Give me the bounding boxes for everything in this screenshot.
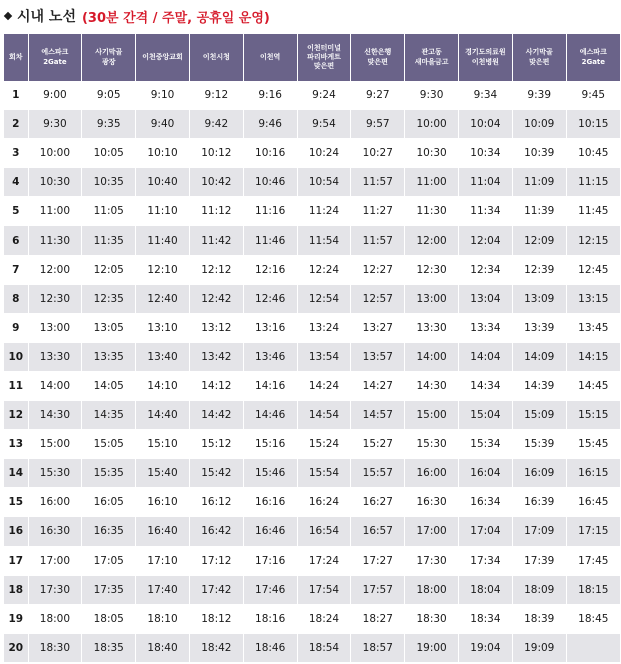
time-cell: 12:00 [405,226,459,255]
time-cell: 16:00 [405,459,459,488]
time-cell: 12:09 [512,226,566,255]
time-cell: 15:15 [566,401,620,430]
trip-number-cell: 9 [4,313,28,342]
table-row [4,226,620,255]
time-cell: 13:42 [189,342,243,371]
time-cell: 16:27 [351,488,405,517]
time-cell: 10:30 [405,139,459,168]
time-cell: 12:12 [189,255,243,284]
time-cell: 17:57 [351,575,405,604]
time-cell: 16:05 [82,488,136,517]
time-cell: 11:16 [243,197,297,226]
time-cell: 18:34 [459,604,513,633]
time-cell: 13:16 [243,313,297,342]
time-cell: 18:12 [189,604,243,633]
table-row [4,197,620,226]
time-cell: 16:39 [512,488,566,517]
time-cell: 19:00 [405,633,459,662]
time-cell: 9:12 [189,81,243,110]
time-cell: 14:04 [459,342,513,371]
header-stop: 경기도의료원 이천병원 [459,34,513,81]
time-cell: 14:54 [297,401,351,430]
time-cell: 14:57 [351,401,405,430]
time-cell: 13:35 [82,342,136,371]
time-cell: 17:10 [136,546,190,575]
time-cell: 18:00 [405,575,459,604]
time-cell: 14:30 [405,371,459,400]
time-cell: 14:42 [189,401,243,430]
time-cell: 17:12 [189,546,243,575]
time-cell: 11:57 [351,226,405,255]
time-cell: 9:10 [136,81,190,110]
time-cell: 10:16 [243,139,297,168]
time-cell: 16:10 [136,488,190,517]
time-cell: 14:30 [28,401,82,430]
time-cell: 12:57 [351,284,405,313]
time-cell: 11:42 [189,226,243,255]
time-cell: 17:16 [243,546,297,575]
time-cell: 18:16 [243,604,297,633]
time-cell: 15:24 [297,430,351,459]
time-cell: 18:15 [566,575,620,604]
time-cell: 9:39 [512,81,566,110]
time-cell: 10:24 [297,139,351,168]
time-cell: 18:40 [136,633,190,662]
trip-number-cell: 7 [4,255,28,284]
time-cell: 18:10 [136,604,190,633]
time-cell: 11:24 [297,197,351,226]
table-row [4,401,620,430]
timetable [4,34,620,663]
trip-number-cell: 2 [4,110,28,139]
time-cell: 15:42 [189,459,243,488]
time-cell: 11:39 [512,197,566,226]
time-cell: 9:00 [28,81,82,110]
time-cell: 12:04 [459,226,513,255]
time-cell: 14:34 [459,371,513,400]
time-cell: 18:04 [459,575,513,604]
time-cell: 13:46 [243,342,297,371]
time-cell: 9:05 [82,81,136,110]
time-cell: 16:24 [297,488,351,517]
time-cell: 14:12 [189,371,243,400]
table-row [4,488,620,517]
time-cell: 12:40 [136,284,190,313]
time-cell: 10:35 [82,168,136,197]
trip-number-cell: 12 [4,401,28,430]
time-cell: 15:46 [243,459,297,488]
time-cell: 12:34 [459,255,513,284]
time-cell: 10:39 [512,139,566,168]
trip-number-cell: 16 [4,517,28,546]
time-cell: 16:40 [136,517,190,546]
time-cell: 12:10 [136,255,190,284]
time-cell: 13:00 [28,313,82,342]
trip-number-cell: 20 [4,633,28,662]
time-cell: 16:12 [189,488,243,517]
time-cell: 16:45 [566,488,620,517]
time-cell: 14:00 [28,371,82,400]
trip-number-cell: 5 [4,197,28,226]
time-cell: 15:05 [82,430,136,459]
time-cell: 18:05 [82,604,136,633]
time-cell: 18:39 [512,604,566,633]
time-cell: 16:34 [459,488,513,517]
time-cell: 14:00 [405,342,459,371]
time-cell: 12:46 [243,284,297,313]
time-cell: 18:35 [82,633,136,662]
time-cell: 10:40 [136,168,190,197]
time-cell: 15:10 [136,430,190,459]
time-cell: 18:30 [28,633,82,662]
trip-number-cell: 14 [4,459,28,488]
time-cell: 17:34 [459,546,513,575]
time-cell: 14:46 [243,401,297,430]
time-cell: 10:27 [351,139,405,168]
table-row [4,604,620,633]
time-cell: 17:30 [28,575,82,604]
time-cell: 11:09 [512,168,566,197]
time-cell: 13:34 [459,313,513,342]
table-row [4,139,620,168]
time-cell: 12:00 [28,255,82,284]
time-cell: 15:30 [405,430,459,459]
time-cell: 11:12 [189,197,243,226]
time-cell: 14:39 [512,371,566,400]
time-cell [566,633,620,662]
trip-number-cell: 8 [4,284,28,313]
time-cell: 10:00 [405,110,459,139]
time-cell: 10:00 [28,139,82,168]
table-row [4,81,620,110]
time-cell: 12:54 [297,284,351,313]
header-stop: 이천역 [243,34,297,81]
header-stop: 신한은행 맞은편 [351,34,405,81]
time-cell: 16:09 [512,459,566,488]
header-stop: 이천터미널 파리바게트 맞은편 [297,34,351,81]
header-stop: 사기막골 맞은편 [512,34,566,81]
table-row [4,255,620,284]
header-stop: 에스파크 2Gate [28,34,82,81]
time-cell: 15:45 [566,430,620,459]
time-cell: 12:27 [351,255,405,284]
time-cell: 18:09 [512,575,566,604]
trip-number-cell: 19 [4,604,28,633]
time-cell: 14:16 [243,371,297,400]
time-cell: 17:00 [405,517,459,546]
time-cell: 17:24 [297,546,351,575]
time-cell: 11:05 [82,197,136,226]
time-cell: 9:57 [351,110,405,139]
time-cell: 13:39 [512,313,566,342]
time-cell: 11:30 [28,226,82,255]
time-cell: 18:42 [189,633,243,662]
time-cell: 14:09 [512,342,566,371]
time-cell: 18:00 [28,604,82,633]
time-cell: 17:42 [189,575,243,604]
time-cell: 9:54 [297,110,351,139]
time-cell: 11:10 [136,197,190,226]
header-stop: 에스파크 2Gate [566,34,620,81]
time-cell: 19:09 [512,633,566,662]
time-cell: 17:05 [82,546,136,575]
time-cell: 19:04 [459,633,513,662]
time-cell: 14:15 [566,342,620,371]
trip-number-cell: 11 [4,371,28,400]
time-cell: 15:54 [297,459,351,488]
time-cell: 11:35 [82,226,136,255]
time-cell: 16:42 [189,517,243,546]
route-title: 시내 노선 [17,9,76,25]
time-cell: 18:45 [566,604,620,633]
time-cell: 11:30 [405,197,459,226]
header-trip-number: 회차 [4,34,28,81]
time-cell: 17:09 [512,517,566,546]
trip-number-cell: 13 [4,430,28,459]
trip-number-cell: 15 [4,488,28,517]
time-cell: 17:39 [512,546,566,575]
time-cell: 16:30 [28,517,82,546]
table-row [4,546,620,575]
time-cell: 15:27 [351,430,405,459]
time-cell: 10:12 [189,139,243,168]
time-cell: 9:27 [351,81,405,110]
time-cell: 17:30 [405,546,459,575]
timetable-header-row [4,34,620,81]
time-cell: 18:46 [243,633,297,662]
time-cell: 11:00 [405,168,459,197]
table-row [4,284,620,313]
time-cell: 11:57 [351,168,405,197]
bullet-diamond-icon [4,12,12,20]
time-cell: 11:27 [351,197,405,226]
trip-number-cell: 6 [4,226,28,255]
time-cell: 13:09 [512,284,566,313]
time-cell: 11:15 [566,168,620,197]
time-cell: 18:27 [351,604,405,633]
time-cell: 17:40 [136,575,190,604]
time-cell: 11:04 [459,168,513,197]
time-cell: 9:34 [459,81,513,110]
table-row [4,110,620,139]
time-cell: 17:00 [28,546,82,575]
time-cell: 10:42 [189,168,243,197]
table-row [4,371,620,400]
trip-number-cell: 17 [4,546,28,575]
time-cell: 13:24 [297,313,351,342]
time-cell: 13:27 [351,313,405,342]
time-cell: 11:00 [28,197,82,226]
time-cell: 12:42 [189,284,243,313]
time-cell: 15:12 [189,430,243,459]
timetable-body [4,81,620,662]
time-cell: 14:05 [82,371,136,400]
table-row [4,430,620,459]
table-row [4,459,620,488]
time-cell: 16:46 [243,517,297,546]
time-cell: 15:34 [459,430,513,459]
time-cell: 13:04 [459,284,513,313]
table-row [4,342,620,371]
time-cell: 16:35 [82,517,136,546]
time-cell: 14:40 [136,401,190,430]
time-cell: 17:54 [297,575,351,604]
time-cell: 10:05 [82,139,136,168]
time-cell: 15:35 [82,459,136,488]
time-cell: 11:40 [136,226,190,255]
time-cell: 15:04 [459,401,513,430]
time-cell: 13:30 [405,313,459,342]
time-cell: 14:35 [82,401,136,430]
table-row [4,168,620,197]
time-cell: 11:46 [243,226,297,255]
time-cell: 13:40 [136,342,190,371]
time-cell: 9:42 [189,110,243,139]
time-cell: 17:35 [82,575,136,604]
time-cell: 13:12 [189,313,243,342]
header-stop: 이천중앙교회 [136,34,190,81]
time-cell: 15:00 [405,401,459,430]
time-cell: 14:10 [136,371,190,400]
route-schedule-note: (30분 간격 / 주말, 공휴일 운영) [81,10,270,26]
header-stop: 관고동 새마을금고 [405,34,459,81]
time-cell: 14:24 [297,371,351,400]
time-cell: 11:34 [459,197,513,226]
time-cell: 18:30 [405,604,459,633]
header-stop: 사기막골 광장 [82,34,136,81]
time-cell: 12:15 [566,226,620,255]
time-cell: 16:30 [405,488,459,517]
time-cell: 9:40 [136,110,190,139]
time-cell: 12:45 [566,255,620,284]
header-stop: 이천시청 [189,34,243,81]
time-cell: 13:45 [566,313,620,342]
time-cell: 10:46 [243,168,297,197]
time-cell: 9:46 [243,110,297,139]
time-cell: 11:45 [566,197,620,226]
time-cell: 9:45 [566,81,620,110]
time-cell: 12:35 [82,284,136,313]
time-cell: 15:40 [136,459,190,488]
time-cell: 12:30 [28,284,82,313]
time-cell: 10:34 [459,139,513,168]
time-cell: 10:15 [566,110,620,139]
time-cell: 13:57 [351,342,405,371]
time-cell: 17:27 [351,546,405,575]
trip-number-cell: 10 [4,342,28,371]
time-cell: 18:24 [297,604,351,633]
time-cell: 15:30 [28,459,82,488]
page-title [2,6,270,26]
table-row [4,575,620,604]
time-cell: 9:30 [28,110,82,139]
trip-number-cell: 18 [4,575,28,604]
time-cell: 18:57 [351,633,405,662]
time-cell: 9:30 [405,81,459,110]
time-cell: 9:24 [297,81,351,110]
time-cell: 15:57 [351,459,405,488]
trip-number-cell: 3 [4,139,28,168]
trip-number-cell: 1 [4,81,28,110]
time-cell: 12:24 [297,255,351,284]
time-cell: 16:57 [351,517,405,546]
time-cell: 12:39 [512,255,566,284]
time-cell: 16:16 [243,488,297,517]
time-cell: 12:05 [82,255,136,284]
table-row [4,633,620,662]
time-cell: 13:10 [136,313,190,342]
trip-number-cell: 4 [4,168,28,197]
table-row [4,517,620,546]
time-cell: 10:45 [566,139,620,168]
time-cell: 17:15 [566,517,620,546]
time-cell: 17:45 [566,546,620,575]
time-cell: 15:16 [243,430,297,459]
time-cell: 14:27 [351,371,405,400]
time-cell: 16:54 [297,517,351,546]
time-cell: 16:00 [28,488,82,517]
time-cell: 12:30 [405,255,459,284]
time-cell: 11:54 [297,226,351,255]
time-cell: 10:10 [136,139,190,168]
time-cell: 13:54 [297,342,351,371]
time-cell: 13:30 [28,342,82,371]
time-cell: 10:54 [297,168,351,197]
time-cell: 10:30 [28,168,82,197]
time-cell: 13:15 [566,284,620,313]
time-cell: 13:05 [82,313,136,342]
time-cell: 16:04 [459,459,513,488]
time-cell: 9:16 [243,81,297,110]
time-cell: 12:16 [243,255,297,284]
time-cell: 15:09 [512,401,566,430]
time-cell: 15:39 [512,430,566,459]
table-row [4,313,620,342]
time-cell: 13:00 [405,284,459,313]
time-cell: 14:45 [566,371,620,400]
time-cell: 18:54 [297,633,351,662]
time-cell: 17:04 [459,517,513,546]
time-cell: 9:35 [82,110,136,139]
time-cell: 16:15 [566,459,620,488]
time-cell: 10:04 [459,110,513,139]
time-cell: 10:09 [512,110,566,139]
time-cell: 17:46 [243,575,297,604]
time-cell: 15:00 [28,430,82,459]
